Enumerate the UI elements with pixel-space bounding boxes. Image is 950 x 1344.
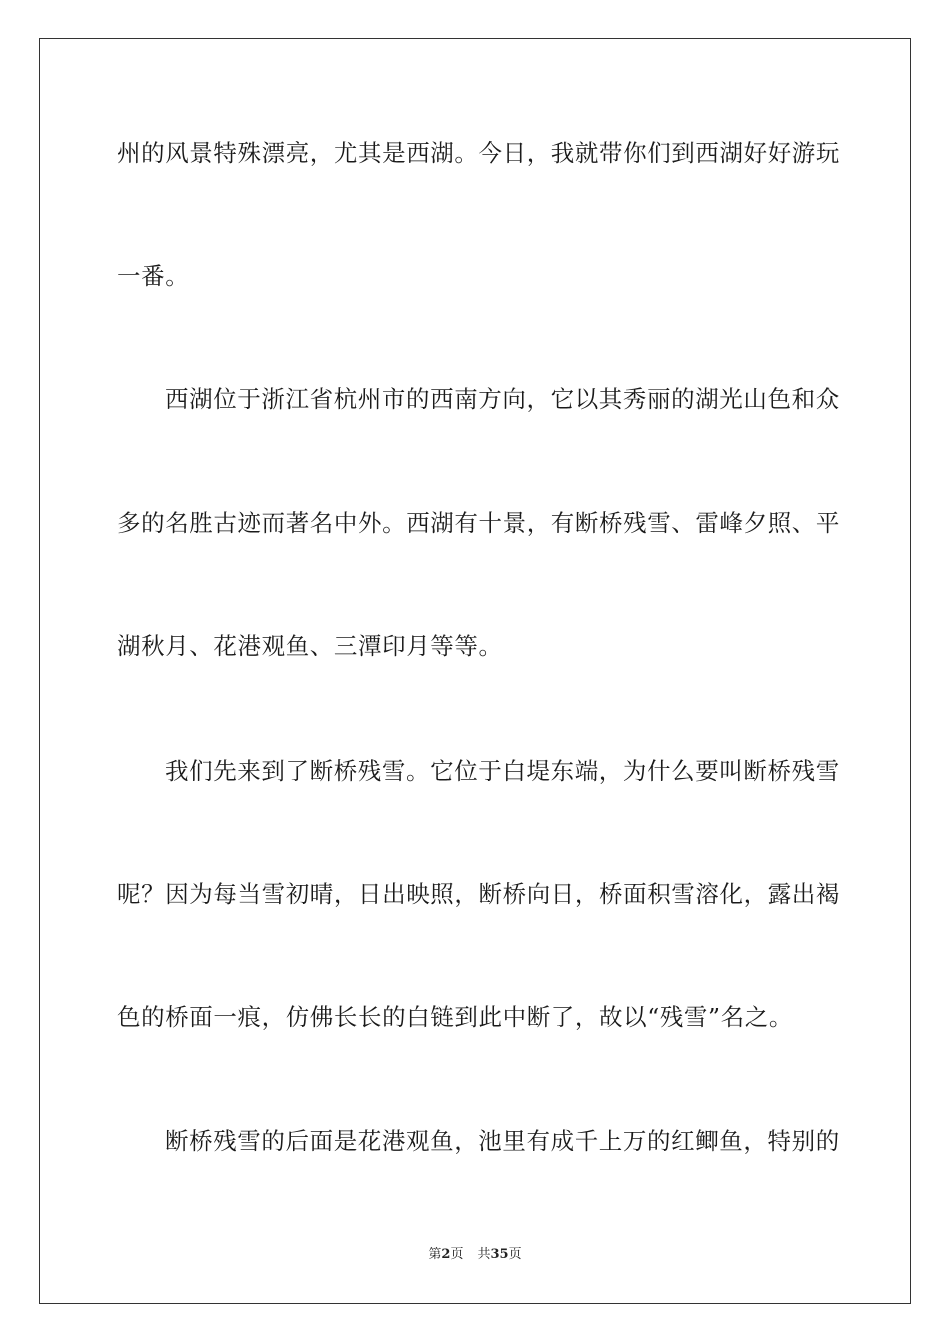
paragraph-first-line: 断桥残雪的后面是花港观鱼，池里有成千上万的红鲫鱼，特别的 — [165, 1127, 840, 1155]
page-border — [39, 38, 911, 1304]
total-pages: 35 — [490, 1247, 509, 1262]
text-line: 一番。 — [117, 262, 190, 290]
text-line: 多的名胜古迹而著名中外。西湖有十景，有断桥残雪、雷峰夕照、平 — [117, 509, 840, 537]
total-prefix: 共 — [477, 1247, 491, 1262]
page-number: 2 — [441, 1247, 451, 1262]
total-suffix: 页 — [508, 1247, 522, 1262]
page-footer — [0, 1246, 950, 1264]
text-line: 湖秋月、花港观鱼、三潭印月等等。 — [117, 632, 503, 660]
text-line: 呢？因为每当雪初晴，日出映照，断桥向日，桥面积雪溶化，露出褐 — [117, 880, 840, 908]
page-suffix: 页 — [450, 1247, 464, 1262]
paragraph-first-line: 我们先来到了断桥残雪。它位于白堤东端，为什么要叫断桥残雪 — [165, 757, 840, 785]
text-line: 州的风景特殊漂亮，尤其是西湖。今日，我就带你们到西湖好好游玩 — [117, 139, 840, 167]
text-line: 色的桥面一痕，仿佛长长的白链到此中断了，故以“残雪”名之。 — [117, 1003, 793, 1031]
paragraph-first-line: 西湖位于浙江省杭州市的西南方向，它以其秀丽的湖光山色和众 — [165, 385, 840, 413]
page-prefix: 第 — [428, 1247, 442, 1262]
